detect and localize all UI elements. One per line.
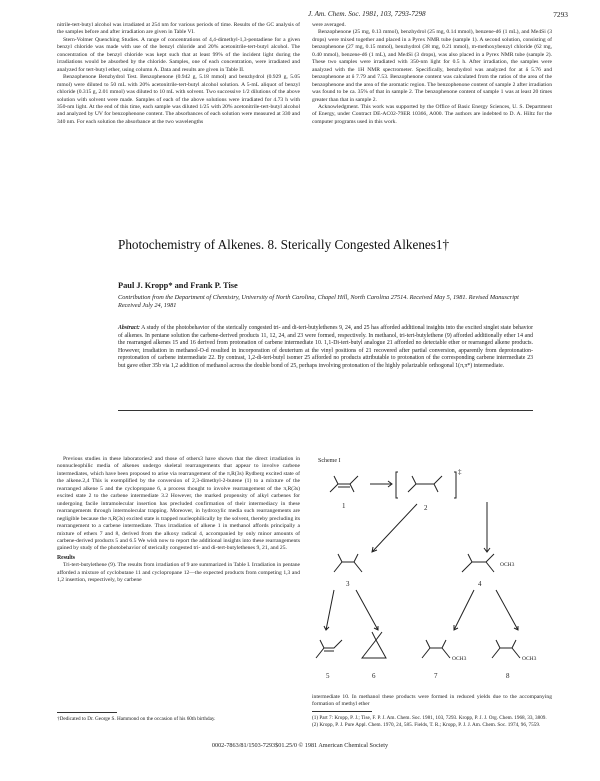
- article-title: Photochemistry of Alkenes. 8. Sterically Congested Alkenes1†: [118, 237, 450, 252]
- arrow: [370, 481, 392, 487]
- paragraph: intermediate 10. In methanol these products were formed in reduced yields due to the accompanying formation of methyl ether: [312, 694, 552, 708]
- results-paragraph: Tri-tert-butylethene (9). The results from irradiation of 9 are summarized in Table I. Irradiation in pentane afforded a mixture of cyclobutane 11 and cyclopropane 12—the expected products from competing 1,3 and 1,2 insertion, respectively, by carbene: [57, 562, 301, 584]
- page-number: 7293: [553, 10, 568, 19]
- compound-label: 6: [372, 672, 376, 680]
- contribution-line: Contribution from the Department of Chemistry, University of North Carolina, Chapel Hill, North Carolina 27514. Received May 5, 1981. Revised Manuscript Received July 24, 1981: [118, 294, 519, 310]
- paragraph: were averaged.: [312, 22, 346, 28]
- paragraph: Benzophenone Benzhydrol Test. Benzophenone (0.942 g, 5.18 mmol) and benzhydrol (0.929 g, 5.05 mmol) were diluted to 50 mL with 20% acetonitrile-tert-butyl alcohol solution. A 5-mL aliquot of benzyl chloride (0.315 g, 2.01 mmol) was diluted to 10 mL with solvent. Two successive 1/2 dilutions of the above solution with solvent were made. Samples of each of the above solutions were irradiated for 4.73 h with 350-nm light. At the end of this time, each sample was diluted 1/25 with 20% acetonitrile-tert-butyl alcohol and analyzed by UV for benzophenone content. The absorbances of each solution were measured at 330 and 340 nm. For each solution the absorbance at the two wavelengths: [57, 74, 300, 125]
- abstract-divider: [118, 410, 533, 411]
- body-right-column: [312, 694, 552, 709]
- arrow: [496, 590, 518, 630]
- reference-item: (1) Part 7: Kropp, P. J.; Tise, F. P. J. Am. Chem. Soc. 1981, 103, 7293. Kropp, P. J. J. Org. Chem. 1968, 33, 3809.: [312, 715, 547, 721]
- compound-label: 5: [326, 672, 330, 680]
- arrow: [324, 590, 334, 630]
- intro-paragraph: Previous studies in these laboratories2 and those of others3 have shown that the direct irradiation in nonnucleophilic media of alkenes undergo skeletal rearrangements that appear to involve carbene intermediates, which have been proposed to arise via rearrangement of the π,R(3s) Rydberg excited state of the alkene.2,4 This is exemplified by the conversion of 2,3-dimethyl-2-butene (1) to a mixture of the rearranged alkene 5 and the cyclopropane 6, a process thought to involve rearrangement of the π,R(3s) excited state 2 to the carbene intermediate 3.2 However, the marked propensity of alkyl carbenes for undergoing facile intramolecular insertion has precluded confirmation of their intermediacy in these rearrangements through intermolecular trapping. Moreover, in hydroxylic media such rearrangements are negligible because the π,R(3s) excited state is trapped nucleophilically by the solvent, thereby precluding its rearrangement to a carbene intermediate. Thus irradiation of alkene 1 in methanol affords principally a mixture of ethers 7 and 8, derived from the alkoxy radical 4, accompanied by only minor amounts of carbene-derived products 5 and 6.5 We wish now to report the additional insights into these rearrangements gained by study of the photobehavior of sterically congested tri- and di-tert-butylethenes 9, 21, and 25.: [57, 456, 300, 552]
- abstract-text: A study of the photobehavior of the sterically congested tri- and di-tert-butylethenes 9, 24, and 25 has afforded additional insights into the excited singlet state behavior of alkenes. In pentane solution the carbene-derived products 11, 12, 24, and 23 were formed, respectively. In methanol, tri-tert-butylethene (9) afforded additionally ether 14 and the rearranged alkenes 15 and 16 derived from protonation of carbene intermediate 10. 1,1-Di-tert-butyl analogue 21 afforded no detectable ether or rearranged alkene products. However, irradiation in methanol-O-d resulted in incorporation of deuterium at the vinyl positions of 21 recovered after partial conversion, apparently from deprotonation-reprotonation of carbene intermediate 22. By contrast, 1,2-di-tert-butyl isomer 25 afforded no products attributable to protonation of the corresponding carbene intermediate 23 but gave ether 35b via 1,2 addition of methanol across the double bond of 25, perhaps involving protonation of the highly polarizable orthogonal 1(π,π*) intermediate.: [118, 325, 533, 369]
- substituent-label: OCH3: [500, 562, 515, 568]
- ether-8-structure: [492, 640, 520, 658]
- references: [312, 715, 552, 728]
- arrow: [454, 590, 474, 630]
- substituent-label: OCH3: [522, 656, 537, 662]
- arrow: [372, 504, 417, 552]
- arrow: [356, 590, 378, 630]
- abstract: [118, 325, 533, 371]
- cyclopropane-6-structure: [362, 632, 386, 658]
- radical-4-structure: [462, 554, 494, 572]
- journal-header: J. Am. Chem. Soc. 1981, 103, 7293-7298: [308, 10, 426, 18]
- compound-label: 3: [346, 580, 350, 588]
- acknowledgment: Acknowledgment. This work was supported by the Office of Basic Energy Sciences, U. S. Department of Energy, under Contract DE-AC02-79ER 10366, A000. The authors are indebted to D. A. Hiltz for the computer programs used in this work.: [312, 103, 552, 125]
- copyright-footer: 0002-7863/81/1503-7293$01.25/0 © 1981 American Chemical Society: [211, 742, 389, 749]
- dagger-mark: ‡: [458, 468, 462, 476]
- body-left-column: [57, 456, 300, 585]
- bracket: [396, 472, 456, 498]
- scheme-label: Scheme I: [318, 458, 341, 464]
- scheme-diagram: [312, 462, 556, 694]
- compound-label: 4: [478, 580, 482, 588]
- compound-label: 1: [342, 502, 346, 510]
- compound-label: 8: [506, 672, 510, 680]
- alkene-5-structure: [316, 640, 342, 658]
- compound-label: 7: [434, 672, 438, 680]
- paragraph: nitrile-tert-butyl alcohol was irradiated at 254 nm for various periods of time. Results of the GC analysis of the samples before and after irradiation are given in Table VI.: [57, 22, 300, 36]
- top-right-column: [312, 22, 552, 126]
- excited-state-2-structure: [408, 476, 442, 492]
- compound-label: 2: [424, 504, 428, 512]
- results-heading: Results: [57, 554, 76, 561]
- top-left-column: [57, 22, 300, 126]
- paragraph: Stern-Volmer Quenching Studies. A range of concentrations of 4,4-dimethyl-1,3-pentadiene for a given benzyl chloride was made with use of the benzyl chloride and 20% acetonitrile-tert-butyl alcohol. The concentration of the benzyl chloride was kept such that at least 99% of the incident light during the irradiations would be absorbed by the chloride. Samples, one of each concentration, were irradiated and analyzed for tert-butyl ether, using column A. Data and results are given in Table II.: [57, 36, 300, 73]
- dedication-footnote: †Dedicated to Dr. George S. Hammond on the occasion of his 60th birthday.: [57, 716, 216, 722]
- substituent-label: OCH3: [452, 656, 467, 662]
- paragraph: Benzophenone (25 mg, 0.13 mmol), benzhydrol (25 mg, 0.14 mmol), benzene-d6 (1 mL), and Me4Si (3 drops) were mixed together and placed in a Pyrex NMR tube (sample 1). A second solution, consisting of benzophenone (27 mg, 0.15 mmol), benzhydrol (38 mg, 0.21 mmol), m-methoxybenzyl chloride (62 mg, 0.40 mmol), benzene-d6 (1 mL), and Me4Si (3 drops), was also placed in a Pyrex NMR tube (sample 2). These two samples were irradiated with 350-nm light for 0.5 h. After irradiation, the samples were analyzed with the 1H NMR spectrometer. Specifically, benzhydrol was analyzed for at δ 5.76 and benzophenone at δ 7.79 and 7.53. Benzophenone content was calculated from the ratios of the area of the benzophenone and the area of the aromatic region. The benzophenone content of sample 2 after irradiation was found to be ca. 35% of that in sample 2. The benzophenone content of sample 1 was at least 20 times greater than that in sample 2.: [312, 29, 552, 103]
- reference-item: (2) Kropp, P. J. Pure Appl. Chem. 1970, 24, 585. Fields, T. R.; Kropp, P. J. J. Am. Chem. Soc. 1974, 96, 7559.: [312, 721, 541, 728]
- arrow: [484, 502, 490, 552]
- footnote-divider: [57, 712, 117, 713]
- references-divider: [312, 711, 372, 712]
- alkene-1-structure: [330, 476, 358, 492]
- abstract-label: Abstract:: [118, 325, 140, 331]
- ether-7-structure: [422, 640, 450, 658]
- authors: Paul J. Kropp* and Frank P. Tise: [118, 281, 238, 290]
- carbene-3-structure: [334, 554, 362, 572]
